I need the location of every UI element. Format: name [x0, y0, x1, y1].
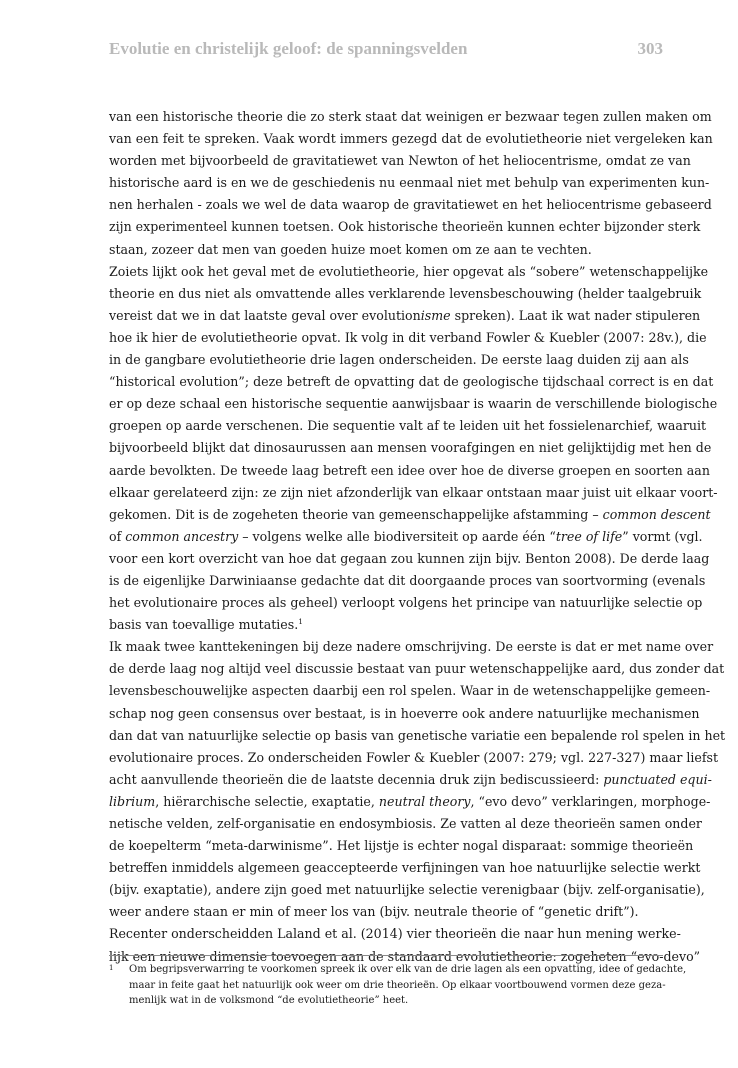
text-run: of [109, 528, 126, 544]
text-line [109, 305, 701, 327]
text-run: spreken). Laat ik wat nader stipuleren [450, 307, 701, 323]
emphasis-common-ancestry: common ancestry [125, 528, 239, 544]
footnote-text [129, 962, 687, 1009]
running-header-title: Evolutie en christelijk geloof: de spanningsvelden [109, 39, 468, 58]
emphasis-neutral-theory: neutral theory [378, 793, 471, 809]
text-line: weer andere staan er min of meer los van (bijv. neutrale theorie of “genetic drift”). [109, 904, 639, 920]
text-run: , hiërarchische selectie, exaptatie, [155, 793, 379, 809]
text-line: historische aard is en we de geschiedenis nu eenmaal niet met behulp van experimenten kun- [109, 175, 710, 191]
text-line: bijvoorbeeld blijkt dat dinosaurussen aan mensen voorafgingen en niet gelijktijdig met hen de [109, 440, 712, 456]
text-line: het evolutionaire proces als geheel) verloopt volgens het principe van natuurlijke selectie op [109, 595, 703, 611]
text-run: basis van toevallige mutaties. [109, 617, 299, 633]
text-line: levensbeschouwelijke aspecten daarbij een rol spelen. Waar in de wetenschappelijke gemeen- [109, 683, 711, 699]
text-line [109, 614, 663, 636]
text-line: schap nog geen consensus over bestaat, is in hoeverre ook andere natuurlijke mechanismen [109, 705, 700, 721]
text-line [109, 769, 712, 791]
text-line: worden met bijvoorbeeld de gravitatiewet van Newton of het heliocentrisme, omdat ze van [109, 153, 691, 169]
body-text [109, 106, 726, 968]
running-header [109, 39, 663, 61]
text-line: hoe ik hier de evolutietheorie opvat. Ik volg in dit verband Fowler & Kuebler (2007: 28v.), die [109, 329, 707, 345]
text-line: er op deze schaal een historische sequentie aanwijsbaar is waarin de verschillende biologische [109, 396, 718, 412]
emphasis-punctuated-equilibrium: punctuated equi- [603, 771, 712, 787]
text-line: Zoiets lijkt ook het geval met de evolutietheorie, hier opgevat als “sobere” wetenschappelijke [109, 263, 709, 279]
text-run: , “evo devo” verklaringen, morphoge- [470, 793, 711, 809]
text-line: netische velden, zelf-organisatie en endosymbiosis. Ze vatten al deze theorieën samen onder [109, 816, 702, 831]
text-line: is de eigenlijke Darwiniaanse gedachte dat dit doorgaande proces van soortvorming (evenals [109, 572, 706, 588]
text-line: in de gangbare evolutietheorie drie lagen onderscheiden. De eerste laag duiden zij aan als [109, 352, 689, 368]
text-line: de koepelterm “meta-darwinisme”. Het lijstje is echter nogal disparaat: sommige theorieën [109, 838, 694, 854]
text-run: ” vormt (vgl. [622, 528, 703, 544]
text-line: aarde bevolkten. De tweede laag betreft een idee over hoe de diverse groepen en soorten aan [109, 462, 710, 478]
text-line: zijn experimenteel kunnen toetsen. Ook historische theorieën kunnen echter bijzonder sterk [109, 219, 701, 235]
text-line [109, 791, 711, 813]
text-line: voor een kort overzicht van hoe dat gegaan zou kunnen zijn bijv. Benton 2008). De derde laag [109, 550, 710, 566]
text-run: – volgens welke alle biodiversiteit op aarde één “ [238, 528, 556, 544]
emphasis-tree-of-life: tree of life [555, 528, 623, 544]
text-line: theorie en dus niet als omvattende alles verklarende levensbeschouwing (helder taalgebruik [109, 285, 702, 301]
text-line: dan dat van natuurlijke selectie op basis van genetische variatie een bepalende rol spelen in het [109, 727, 726, 743]
text-line: (bijv. exaptatie), andere zijn goed met natuurlijke selectie verenigbaar (bijv. zelf-organisatie), [109, 882, 705, 898]
text-line [109, 526, 703, 548]
text-line: staan, zozeer dat men van goeden huize moet komen om ze aan te vechten. [109, 241, 592, 257]
text-line: lijk een nieuwe dimensie toevoegen aan de standaard evolutietheorie: zogeheten “evo-devo” [109, 948, 701, 964]
page-number: 303 [637, 39, 663, 58]
footnote-line: menlijk wat in de volksmond “de evolutietheorie” heet. [129, 995, 409, 1006]
text-line: van een historische theorie die zo sterk staat dat weinigen er bezwaar tegen zullen maken om [109, 109, 712, 124]
footnote-divider [109, 955, 663, 956]
footnote-number: 1 [109, 964, 114, 972]
text-line: van een feit te spreken. Vaak wordt immers gezegd dat de evolutietheorie niet vergeleken kan [109, 131, 713, 147]
text-line: elkaar gerelateerd zijn: ze zijn niet afzonderlijk van elkaar ontstaan maar juist uit elkaar voort- [109, 484, 718, 500]
text-line: betreffen inmiddels algemeen geaccepteerde verfijningen van hoe natuurlijke selectie werkt [109, 860, 701, 876]
text-line: “historical evolution”; deze betreft de opvatting dat de geologische tijdschaal correct is en dat [109, 374, 714, 390]
footnote-line: Om begripsverwarring te voorkomen spreek ik over elk van de drie lagen als een opvatting, idee of gedachte, [129, 964, 687, 975]
text-line [109, 504, 711, 526]
text-line: Ik maak twee kanttekeningen bij deze nadere omschrijving. De eerste is dat er met name over [109, 639, 714, 655]
emphasis-isme: isme [420, 307, 451, 323]
text-line: evolutionaire proces. Zo onderscheiden Fowler & Kuebler (2007: 279; vgl. 227-327) maar liefst [109, 749, 719, 765]
footnote-line: maar in feite gaat het natuurlijk ook weer om drie theorieën. Op elkaar voortbouwend vormen deze geza- [129, 979, 666, 991]
text-line: nen herhalen - zoals we wel de data waarop de gravitatiewet en het heliocentrisme gebaseerd [109, 197, 712, 213]
text-line: Recenter onderscheidden Laland et al. (2014) vier theorieën die naar hun mening werke- [109, 926, 681, 942]
text-line: de derde laag nog altijd veel discussie bestaat van puur wetenschappelijke aard, dus zonder dat [109, 661, 725, 677]
text-run: acht aanvullende theorieën die de laatste decennia druk zijn bediscussieerd: [109, 771, 604, 787]
text-run: vereist dat we in dat laatste geval over evolution [109, 307, 421, 323]
emphasis-common-descent: common descent [602, 506, 711, 522]
text-run: gekomen. Dit is de zogeheten theorie van gemeenschappelijke afstamming – [109, 506, 603, 522]
footnote-reference[interactable]: 1 [298, 616, 303, 626]
text-line: groepen op aarde verschenen. Die sequentie valt af te leiden uit het fossielenarchief, waaruit [109, 418, 707, 434]
emphasis-librium: librium [109, 793, 156, 809]
